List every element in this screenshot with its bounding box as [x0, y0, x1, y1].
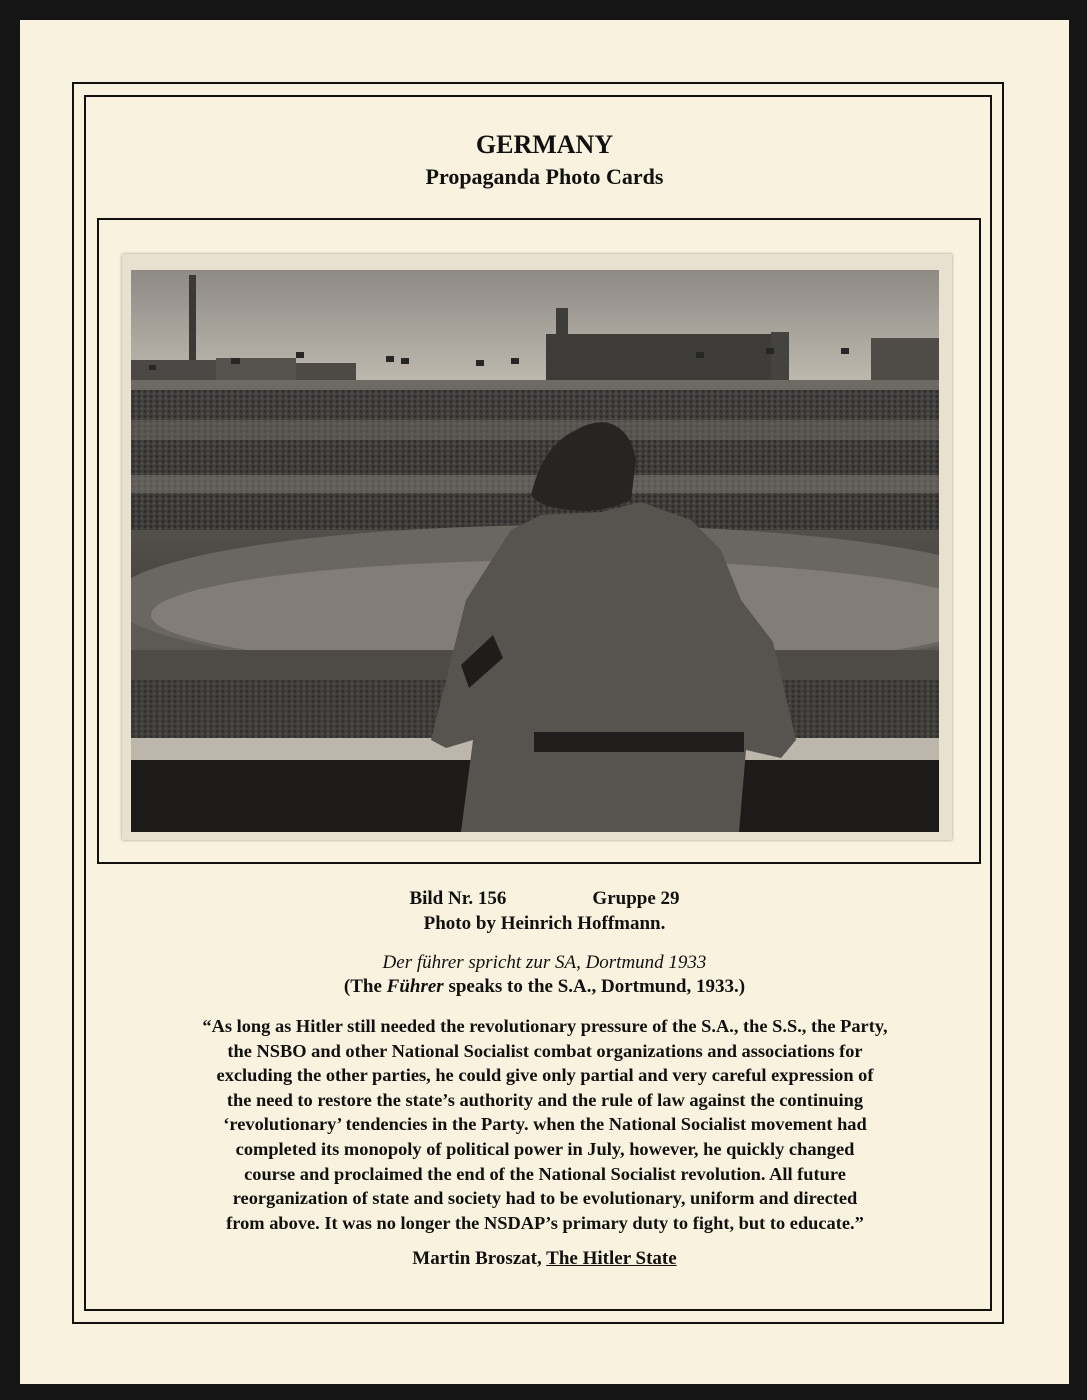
english-caption-fuhrer: Führer — [386, 976, 444, 997]
english-caption-post: speaks to the S.A., Dortmund, 1933.) — [443, 976, 746, 997]
attribution-author: Martin Broszat, — [412, 1248, 547, 1269]
page-subtitle: Propaganda Photo Cards — [425, 164, 664, 189]
photo-rally-image — [131, 270, 939, 832]
photo-card — [122, 254, 952, 840]
quote-line: from above. It was no longer the NSDAP’s primary duty to fight, but to educate.” — [226, 1212, 864, 1233]
quote-line: the need to restore the state’s authority and the rule of law against the continuing — [226, 1089, 864, 1110]
attribution-book-title: The Hitler State — [546, 1248, 677, 1269]
gruppe-number: Gruppe 29 — [592, 888, 680, 909]
german-caption: Der führer spricht zur SA, Dortmund 1933 — [382, 952, 707, 973]
broszat-quote — [130, 1014, 960, 1235]
quote-line: the NSBO and other National Socialist combat organizations and associations for — [227, 1040, 863, 1061]
album-page — [20, 20, 1069, 1384]
quote-line: reorganization of state and society had to be evolutionary, uniform and directed — [232, 1188, 858, 1209]
bild-group-line — [20, 888, 1069, 910]
quote-line: ‘revolutionary’ tendencies in the Party. when the National Socialist movement had — [223, 1114, 867, 1135]
quote-line: course and proclaimed the end of the National Socialist revolution. All future — [244, 1163, 846, 1184]
quote-line: completed its monopoly of political power in July, however, he quickly changed — [235, 1138, 855, 1159]
bild-number: Bild Nr. 156 — [409, 888, 507, 909]
photographer-credit: Photo by Heinrich Hoffmann. — [423, 913, 666, 934]
quote-line: “As long as Hitler still needed the revolutionary pressure of the S.A., the S.S., the Party, — [202, 1016, 888, 1036]
english-caption — [20, 976, 1069, 998]
english-caption-pre: (The — [343, 976, 387, 997]
quote-line: excluding the other parties, he could give only partial and very careful expression of — [216, 1065, 874, 1086]
quote-attribution — [20, 1248, 1069, 1270]
page-title: GERMANY — [475, 130, 614, 159]
